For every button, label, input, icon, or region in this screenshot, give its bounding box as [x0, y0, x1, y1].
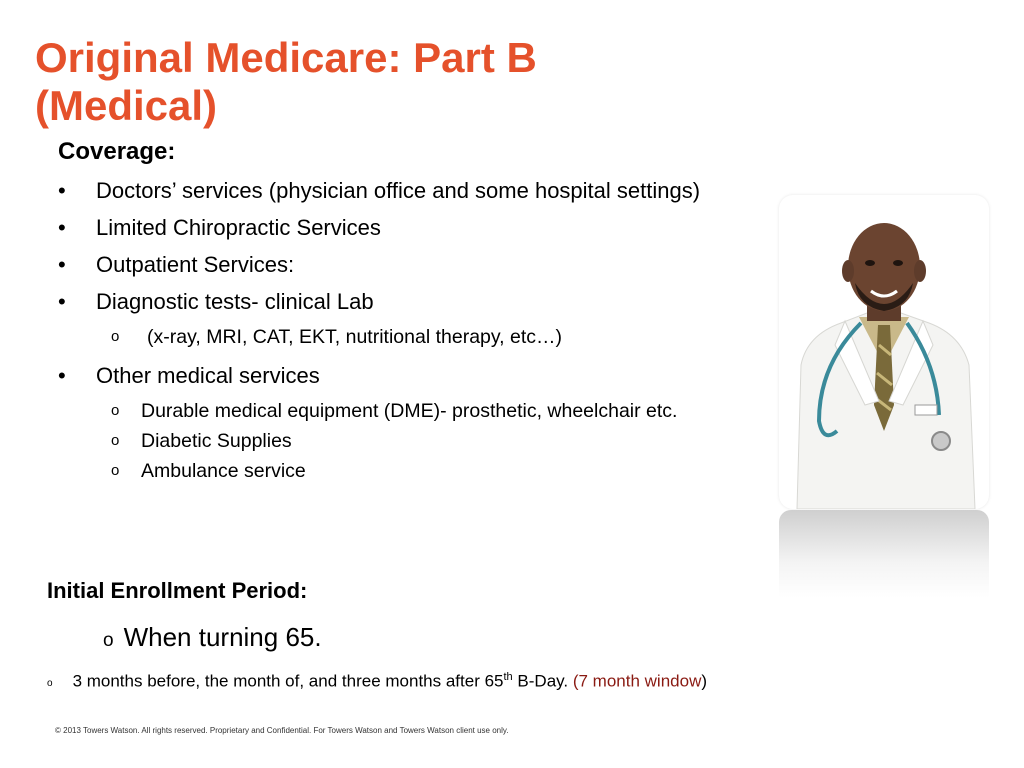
coverage-subitem-text: Diabetic Supplies	[141, 430, 292, 452]
coverage-subitem-diagnostic-types	[58, 325, 758, 349]
coverage-subitem-text: Durable medical equipment (DME)- prosthetic, wheelchair etc.	[141, 400, 678, 422]
sub-bullet-marker: o	[111, 402, 120, 419]
coverage-subitem-text: Ambulance service	[141, 460, 306, 482]
coverage-item-doctors	[58, 176, 758, 205]
enrollment-window-line	[47, 671, 707, 692]
coverage-subitem-text: (x-ray, MRI, CAT, EKT, nutritional therapy, etc…)	[147, 326, 563, 348]
coverage-subitem-dme	[58, 399, 758, 423]
coverage-list	[58, 176, 758, 489]
enrollment-subitem-text: When turning 65.	[123, 622, 322, 652]
coverage-item-chiropractic	[58, 213, 758, 242]
enrollment-subitem	[103, 622, 322, 653]
window-open-paren: (	[572, 671, 579, 691]
coverage-item-text: Other medical services	[96, 363, 320, 388]
doctor-photo	[779, 195, 989, 509]
bullet-marker: •	[58, 289, 66, 314]
coverage-item-text: Diagnostic tests- clinical Lab	[96, 289, 374, 314]
bullet-marker: •	[58, 252, 66, 277]
coverage-subitem-diabetic	[58, 429, 758, 453]
coverage-item-text: Limited Chiropractic Services	[96, 215, 381, 240]
sub-bullet-marker: o	[111, 432, 120, 449]
enrollment-heading: Initial Enrollment Period:	[47, 578, 308, 603]
ordinal-suffix: th	[503, 671, 513, 683]
bullet-marker: •	[58, 215, 66, 240]
window-close-paren: )	[701, 671, 708, 691]
window-label: 7 month window	[578, 671, 702, 691]
sub-bullet-marker: o	[111, 328, 120, 345]
slide-title-line-2: (Medical)	[35, 82, 218, 129]
sub-bullet-marker: o	[47, 677, 53, 689]
coverage-item-other	[58, 361, 758, 390]
doctor-illustration	[779, 195, 989, 509]
sub-bullet-marker: o	[103, 630, 114, 651]
coverage-item-outpatient	[58, 250, 758, 279]
bullet-marker: •	[58, 178, 66, 203]
slide-title-line-1: Original Medicare: Part B	[35, 34, 537, 81]
coverage-item-diagnostic	[58, 287, 758, 316]
coverage-item-text: Doctors’ services (physician office and some hospital settings)	[96, 178, 701, 203]
months-text: 3 months before, the month of, and three months after 65	[72, 671, 504, 691]
coverage-heading: Coverage:	[58, 138, 176, 165]
bullet-marker: •	[58, 363, 66, 388]
months-text-after: B-Day.	[512, 671, 573, 691]
copyright-footer: © 2013 Towers Watson. All rights reserved. Proprietary and Confidential. For Towers Watson and Towers Watson client use only.	[55, 726, 509, 735]
slide-title	[35, 34, 655, 130]
coverage-item-text: Outpatient Services:	[96, 252, 295, 277]
coverage-subitem-ambulance	[58, 459, 758, 483]
photo-reflection	[779, 510, 989, 598]
sub-bullet-marker: o	[111, 462, 120, 479]
